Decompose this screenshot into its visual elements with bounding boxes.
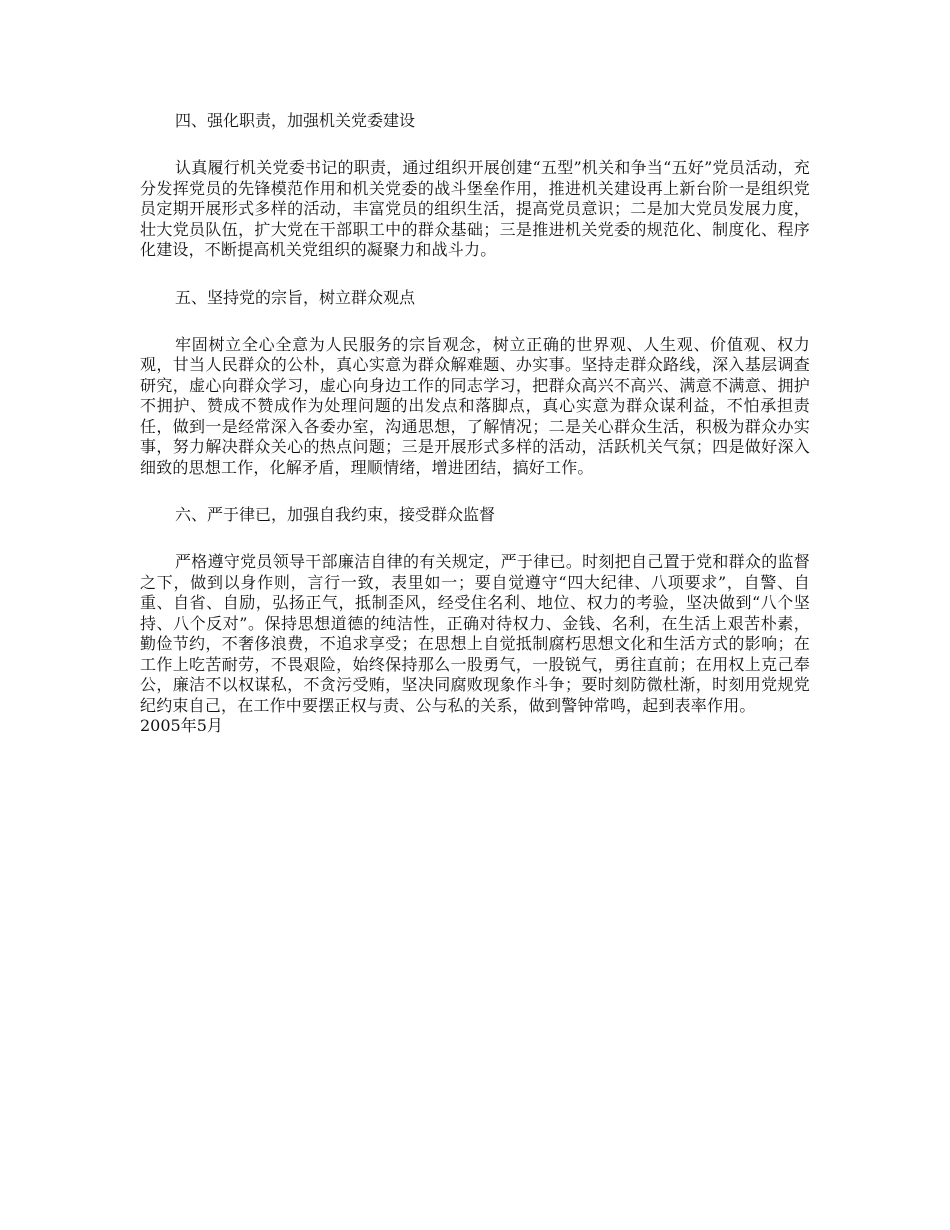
section-body-6: 严格遵守党员领导干部廉洁自律的有关规定，严于律已。时刻把自己置于党和群众的监督之下，做到以身作则，言行一致，表里如一；要自觉遵守“四大纪律、八项要求”，自警、自重、自省、自励，弘扬正气，抵制歪风，经受住名利、地位、权力的考验，坚决做到“八个坚持、八个反对”。保持思想道德的纯洁性，正确对待权力、金钱、名利，在生活上艰苦朴素，勤俭节约，不奢侈浪费，不追求享受；在思想上自觉抵制腐朽思想文化和生活方式的影响；在工作上吃苦耐劳，不畏艰险，始终保持那么一股勇气，一股锐气，勇往直前；在用权上克己奉公，廉洁不以权谋私，不贪污受贿，坚决同腐败现象作斗争；要时刻防微杜渐，时刻用党规党纪约束自己，在工作中要摆正权与责、公与私的关系，做到警钟常鸣，起到表率作用。 — [140, 552, 810, 715]
section-heading-5: 五、坚持党的宗旨，树立群众观点 — [175, 287, 416, 307]
section-body-4: 认真履行机关党委书记的职责，通过组织开展创建“五型”机关和争当“五好”党员活动，充分发挥党员的先锋模范作用和机关党委的战斗堡垒作用，推进机关建设再上新台阶一是组织党员定期开展形式多样的活动，丰富党员的组织生活，提高党员意识；二是加大党员发展力度，壮大党员队伍，扩大党在干部职工中的群众基础；三是推进机关党委的规范化、制度化、程序化建设，不断提高机关党组织的凝聚力和战斗力。 — [140, 158, 810, 259]
section-heading-4: 四、强化职责，加强机关党委建设 — [175, 111, 416, 130]
document-date: 2005年5月 — [140, 716, 223, 735]
section-body-5: 牢固树立全心全意为人民服务的宗旨观念，树立正确的世界观、人生观、价值观、权力观，甘当人民群众的公朴，真心实意为群众解难题、办实事。坚持走群众路线，深入基层调查研究，虚心向群众学习，虚心向身边工作的同志学习，把群众高兴不高兴、满意不满意、拥护不拥护、赞成不赞成作为处理问题的出发点和落脚点，真心实意为群众谋利益，不怕承担责任，做到一是经常深入各委办室，沟通思想，了解情况；二是关心群众生活，积极为群众办实事，努力解决群众关心的热点问题；三是开展形式多样的活动，活跃机关气氛；四是做好深入细致的思想工作，化解矛盾，理顺情绪，增进团结，搞好工作。 — [140, 334, 810, 477]
document-page — [140, 110, 810, 737]
section-heading-6: 六、严于律已，加强自我约束，接受群众监督 — [175, 505, 496, 524]
